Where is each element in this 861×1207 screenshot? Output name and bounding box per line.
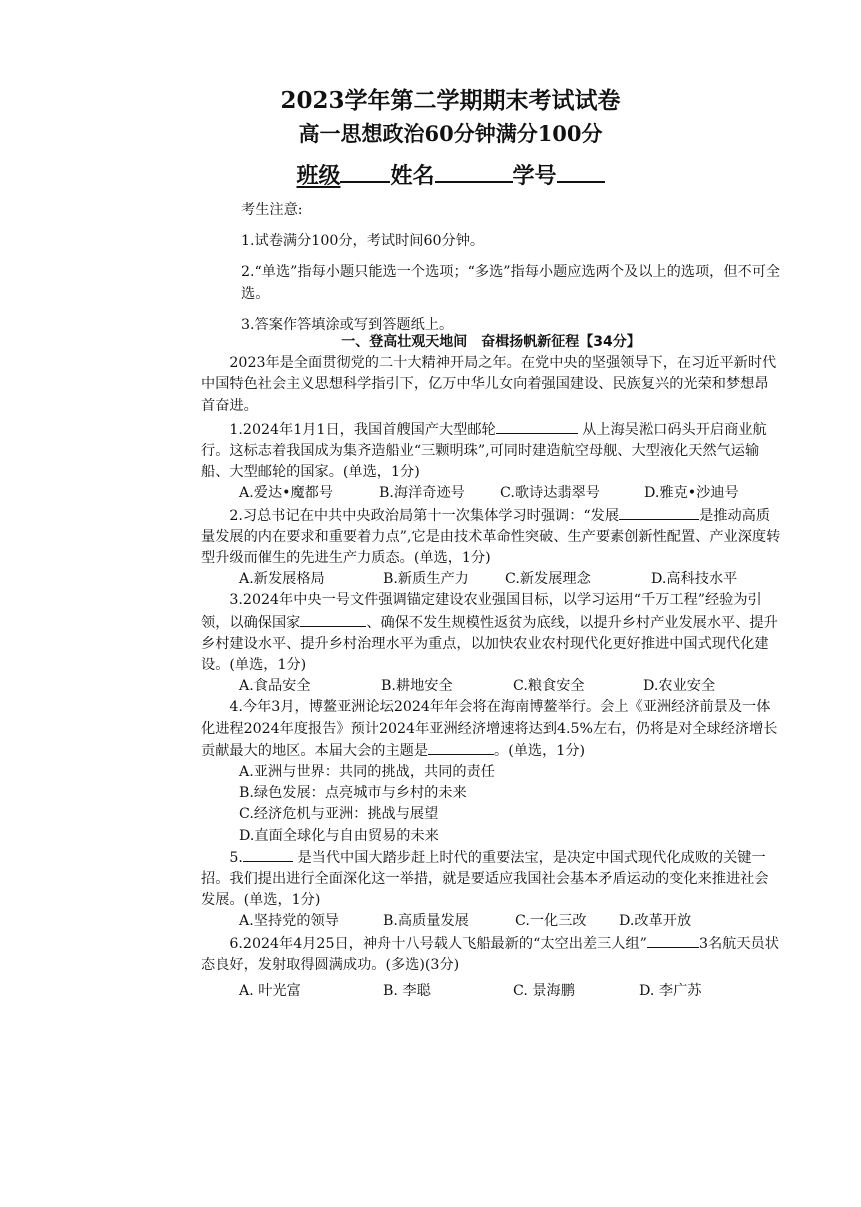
q6-blank[interactable] [647,933,699,948]
q5-blank[interactable] [243,847,293,862]
name-label: 姓名 [390,163,435,190]
q3-blank[interactable] [300,612,366,627]
q4-option-a[interactable]: A.亚洲与世界：共同的挑战，共同的责任 [239,764,495,781]
q6-option-b[interactable]: B. 李聪 [383,983,431,1000]
q5-option-a[interactable]: A.坚持党的领导 [239,913,339,930]
q1-option-d[interactable]: D.雅克•沙迪号 [644,485,739,502]
q2-option-d[interactable]: D.高科技水平 [651,571,738,588]
exam-body [239,200,781,336]
q1-option-b[interactable]: B.海洋奇迹号 [379,485,465,502]
q2-option-b[interactable]: B.新质生产力 [383,571,469,588]
q5-option-d[interactable]: D.改革开放 [619,913,692,930]
q1-blank[interactable] [496,419,578,434]
q3-option-a[interactable]: A.食品安全 [239,678,311,695]
q2-options [201,569,781,590]
id-label: 学号 [512,163,557,190]
q4-blank[interactable] [428,740,494,755]
notice-item-3: 3.答案作答填涂或写到答题纸上。 [241,316,454,333]
section-title: 一、登高壮观天地间 奋楫扬帆新征程【34分】 [341,334,641,350]
question-1: 1.2024年1月1日，我国首艘国产大型邮轮 从上海吴淞口码头开启商业航行。这标志着我国成为集齐造船业“三颗明珠”,可同时建造航空母舰、大型液化天然气运输船、大型邮轮的国家。(单选，1分) [201,419,781,484]
question-6: 6.2024年4月25日，神舟十八号载人飞船最新的“太空出差三人组” 3名航天员状态良好，发射取得圆满成功。(多选)(3分) [201,933,781,976]
q6-option-c[interactable]: C. 景海鹏 [513,983,575,1000]
q3-option-d[interactable]: D.农业安全 [643,678,716,695]
class-label: 班级 [296,163,341,190]
q5-options [201,911,781,932]
id-blank[interactable] [557,158,605,183]
q4-option-d[interactable]: D.直面全球化与自由贸易的未来 [239,827,439,844]
notice-heading: 考生注意: [241,202,303,218]
q6-options [201,981,781,1002]
q2-blank[interactable] [619,505,699,520]
question-2: 2.习总书记在中共中央政治局第十一次集体学习时强调：“发展 是推动高质量发展的内在要求和重要着力点”,它是由技术革命性突破、生产要素创新性配置、产业深度转型升级而催生的先进生产力质态。(单选，1分) [201,505,781,570]
q4-option-c[interactable]: C.经济危机与亚洲：挑战与展望 [239,806,439,823]
q3-option-c[interactable]: C.粮食安全 [513,678,585,695]
q5-option-c[interactable]: C.一化三改 [515,913,587,930]
name-blank[interactable] [435,158,513,183]
q1-option-a[interactable]: A.爱达•魔都号 [239,485,334,502]
exam-subtitle: 高一思想政治60分钟满分100分 [298,121,603,146]
q3-options [201,676,781,697]
section-intro: 2023年是全面贯彻党的二十大精神开局之年。在党中央的坚强领导下，在习近平新时代中国特色社会主义思想科学指引下，亿万中华儿女向着强国建设、民族复兴的光荣和梦想昂首奋进。 [201,355,777,414]
q6-option-a[interactable]: A. 叶光富 [239,983,301,1000]
q5-option-b[interactable]: B.高质量发展 [383,913,469,930]
question-5: 5. 是当代中国大踏步赶上时代的重要法宝，是决定中国式现代化成败的关键一招。我们提出进行全面深化这一举措，就是要适应我国社会基本矛盾运动的变化来推进社会发展。(单选，1分) [201,847,781,912]
exam-title: 2023学年第二学期期末考试试卷 [280,87,621,114]
class-blank[interactable] [340,158,390,183]
q1-option-c[interactable]: C.歌诗达翡翠号 [500,485,600,502]
q4-option-b[interactable]: B.绿色发展：点亮城市与乡村的未来 [239,785,467,802]
q2-option-a[interactable]: A.新发展格局 [239,571,325,588]
q3-option-b[interactable]: B.耕地安全 [381,678,453,695]
question-4: 4.今年3月，博鳌亚洲论坛2024年年会将在海南博鳌举行。会上《亚洲经济前景及一体化进程2024年度报告》预计2024年亚洲经济增速将达到4.5%左右，仍将是对全球经济增长贡献最大的地区。本届大会的主题是 。(单选，1分) [201,699,778,759]
q6-option-d[interactable]: D. 李广苏 [639,983,702,1000]
notice-item-1: 1.试卷满分100分，考试时间60分钟。 [241,233,485,250]
q2-option-c[interactable]: C.新发展理念 [505,571,591,588]
student-info-line [0,158,861,190]
notice-item-2: 2.“单选”指每小题只能选一个选项；“多选”指每小题应选两个及以上的选项，但不可全选。 [241,264,781,302]
section-1 [201,332,781,1002]
q1-options [201,483,781,504]
question-3: 3.2024年中央一号文件强调锚定建设农业强国目标，以学习运用“千万工程”经验为引领，以确保国家 、确保不发生规模性返贫为底线，以提升乡村产业发展水平、提升乡村建设水平、提升乡村治理水平为重点，以加快农业农村现代化更好推进中国式现代化建设。(单选，1分) [201,592,778,674]
